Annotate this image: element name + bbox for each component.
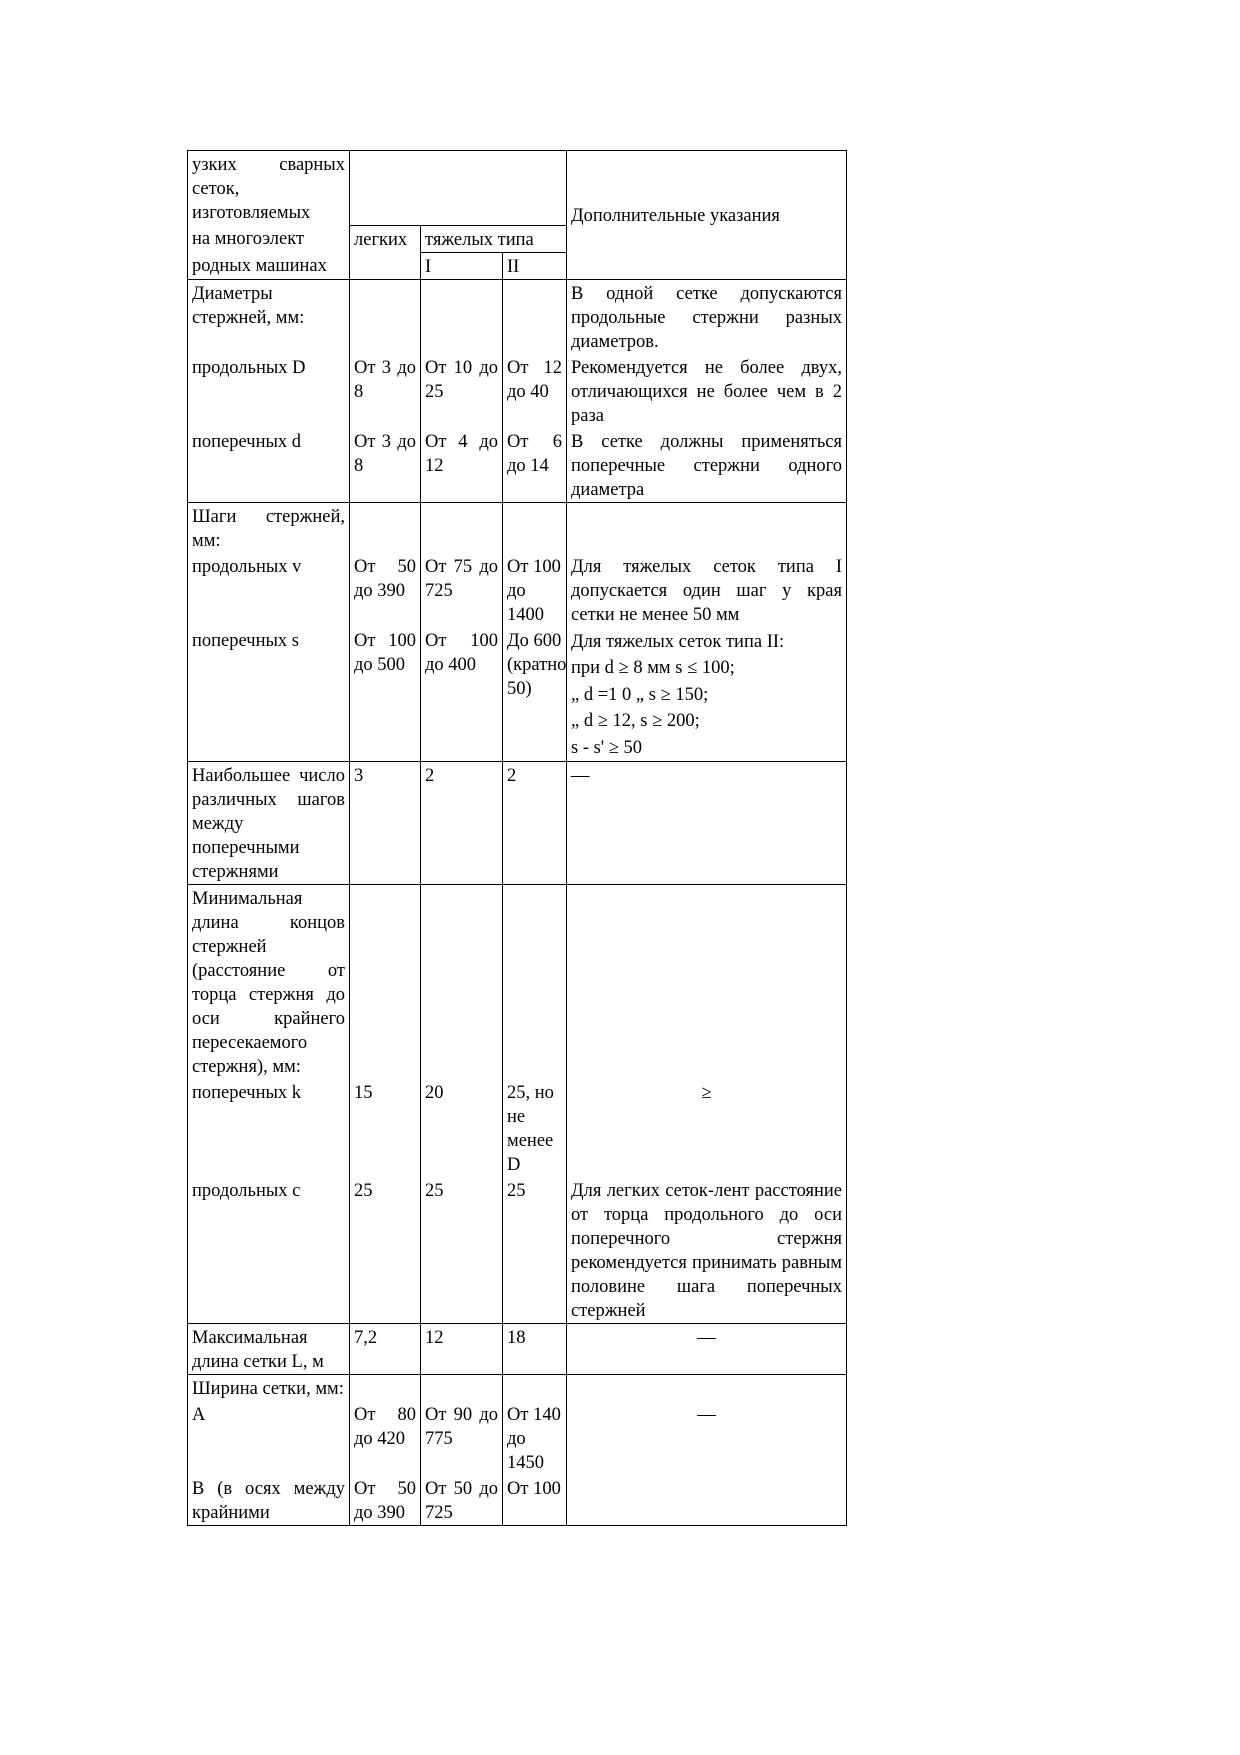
minlen-cross-light [350, 1079, 421, 1177]
note-line: „ d =1 0 „ s ≥ 150; [571, 684, 709, 705]
maxlen-h1 [421, 1324, 503, 1375]
steps-long-h2 [503, 553, 567, 627]
header-col1-cell [188, 252, 350, 279]
note-line: „ d ≥ 12, s ≥ 200; [571, 711, 700, 731]
table-row [188, 428, 847, 503]
cell-text: От 50 до 390 [354, 1479, 416, 1523]
table-row [188, 1401, 847, 1475]
header-heavy-label: тяжелых типа [425, 229, 534, 250]
cell-text: От 100 до 400 [425, 630, 498, 675]
cell-text: До 600 (кратно 50) [507, 630, 567, 699]
header-light-label: легких [354, 229, 408, 250]
minlen-cross-note [567, 1079, 847, 1177]
diam-cross-note [567, 428, 847, 503]
header-col1-line: узких сварных [192, 155, 345, 175]
cell-text: От 50 до 390 [354, 556, 416, 601]
cell-text: продольных D [192, 357, 306, 378]
cell-text: От 140 до 1450 [507, 1405, 561, 1473]
table-row [188, 885, 847, 1080]
table-row [188, 762, 847, 885]
cell-text: поперечных d [192, 431, 302, 452]
maxsteps-label [188, 762, 350, 885]
steps-cross-h1 [421, 627, 503, 762]
cell-text: 25 [354, 1181, 373, 1201]
minlen-long-note [567, 1177, 847, 1324]
specification-table [187, 150, 847, 1526]
width-b-light [350, 1475, 421, 1526]
cell-text: В одной сетке допускаются продольные стержни разных диаметров. [571, 283, 842, 352]
table-row [188, 1375, 847, 1402]
diam-cross-h2 [503, 428, 567, 503]
header-heavy [421, 225, 567, 252]
header-col1-cell [188, 151, 350, 226]
diam-label [188, 279, 350, 354]
steps-cross-notes [567, 627, 847, 762]
header-type1 [421, 252, 503, 279]
diam-long-label [188, 354, 350, 428]
header-col1-cell [188, 225, 350, 252]
table-row [188, 553, 847, 627]
table-row [188, 627, 847, 762]
cell-text: От 75 до 725 [425, 556, 498, 601]
cell-text: 2 [425, 766, 435, 786]
table-row [188, 279, 847, 354]
table-row [188, 354, 847, 428]
header-notes-cell [567, 151, 847, 280]
cell-text: Рекомендуется не более двух, отличающихся не более чем в 2 раза [571, 357, 842, 426]
steps-long-note [567, 553, 847, 627]
steps-cross-h2 [503, 627, 567, 762]
header-col1-line: сеток, [192, 179, 240, 199]
header-type2-label: II [507, 256, 520, 277]
note-line: при d ≥ 8 мм s ≤ 100; [571, 658, 735, 678]
diam-long-light [350, 354, 421, 428]
cell-text: Наибольшее число различных шагов между поперечными стержнями [192, 766, 345, 882]
cell-text: 20 [425, 1083, 444, 1103]
maxlen-note [567, 1324, 847, 1375]
note-line: Для тяжелых сеток типа II: [571, 631, 785, 652]
cell-text: 3 [354, 766, 364, 786]
cell-text: 12 [425, 1328, 444, 1348]
minlen-cross-h2 [503, 1079, 567, 1177]
cell-text: Для тяжелых сеток типа I допускается один шаг у края сетки не менее 50 мм [571, 556, 842, 625]
width-b-h1 [421, 1475, 503, 1526]
cell-text: От 12 до 40 [507, 357, 562, 402]
maxlen-label [188, 1324, 350, 1375]
header-group-empty [350, 151, 567, 226]
steps-cross-light [350, 627, 421, 762]
header-type2 [503, 252, 567, 279]
steps-cross-label [188, 627, 350, 762]
cell-text: 25, но не менее D [507, 1083, 554, 1175]
header-light-empty [350, 252, 421, 279]
maxsteps-note [567, 762, 847, 885]
diam-cross-label [188, 428, 350, 503]
cell-text: — [697, 1405, 716, 1425]
diam-cross-h1 [421, 428, 503, 503]
cell-text: От 100 до 500 [354, 630, 416, 675]
maxsteps-h1 [421, 762, 503, 885]
cell-text: 7,2 [354, 1328, 378, 1348]
table-row [188, 1177, 847, 1324]
cell-text: В сетке должны применяться поперечные стержни одного диаметра [571, 431, 842, 500]
maxsteps-light [350, 762, 421, 885]
width-a-note [567, 1401, 847, 1475]
cell-text: От 10 до 25 [425, 357, 498, 402]
diam-cross-light [350, 428, 421, 503]
cell-text: От 3 до 8 [354, 357, 416, 402]
table-row [188, 1324, 847, 1375]
width-b-label [188, 1475, 350, 1526]
cell-text: ≥ [701, 1083, 712, 1103]
cell-text: 2 [507, 766, 517, 786]
cell-text: 15 [354, 1083, 373, 1103]
cell-text: Ширина сетки, мм: [192, 1379, 344, 1399]
header-row [188, 151, 847, 226]
steps-long-h1 [421, 553, 503, 627]
header-notes: Дополнительные указания [571, 205, 780, 226]
cell-text: продольных v [192, 556, 302, 577]
cell-text: — [697, 1328, 716, 1348]
cell-text: От 3 до 8 [354, 431, 416, 476]
cell-text: 18 [507, 1328, 526, 1348]
steps-long-light [350, 553, 421, 627]
diam-long-note [567, 354, 847, 428]
cell-text: От 50 до 725 [425, 1479, 498, 1523]
maxlen-light [350, 1324, 421, 1375]
minlen-cross-h1 [421, 1079, 503, 1177]
diam-note [567, 279, 847, 354]
minlen-long-h1 [421, 1177, 503, 1324]
header-light [350, 225, 421, 252]
cell-text: Диаметры стержней, мм: [192, 283, 305, 328]
steps-label [188, 502, 350, 553]
cell-text: 25 [507, 1181, 526, 1201]
cell-text: продольных c [192, 1181, 301, 1201]
cell-text: От 80 до 420 [354, 1405, 416, 1449]
cell-text: От 4 до 12 [425, 431, 498, 476]
width-b-h2 [503, 1475, 567, 1526]
minlen-cross-label [188, 1079, 350, 1177]
table-row [188, 1475, 847, 1526]
diam-long-h2 [503, 354, 567, 428]
cell-text: Шаги стержней, мм: [192, 506, 345, 551]
steps-long-label [188, 553, 350, 627]
header-col1-line: изготовляемых [192, 203, 311, 223]
cell-text: — [571, 766, 590, 786]
cell-text: 25 [425, 1181, 444, 1201]
diam-long-h1 [421, 354, 503, 428]
width-a-h2 [503, 1401, 567, 1475]
width-label [188, 1375, 350, 1402]
cell-text: A [192, 1405, 206, 1425]
minlen-label [188, 885, 350, 1080]
header-col1-line: родных машинах [192, 256, 327, 276]
minlen-long-label [188, 1177, 350, 1324]
minlen-long-light [350, 1177, 421, 1324]
width-a-light [350, 1401, 421, 1475]
width-a-label [188, 1401, 350, 1475]
cell-text: B (в осях между крайними [192, 1479, 345, 1523]
header-type1-label: I [425, 256, 432, 277]
cell-text: От 6 до 14 [507, 431, 562, 476]
width-a-h1 [421, 1401, 503, 1475]
width-b-note-empty [567, 1475, 847, 1526]
cell-text: Минимальная длина концов стержней (расстояние от торца стержня до оси крайнего пересекаемого стержня), мм: [192, 889, 345, 1077]
cell-text: поперечных k [192, 1083, 302, 1103]
maxsteps-h2 [503, 762, 567, 885]
cell-text: От 100 до 1400 [507, 556, 561, 625]
maxlen-h2 [503, 1324, 567, 1375]
minlen-long-h2 [503, 1177, 567, 1324]
table-row [188, 502, 847, 553]
header-col1-line: на многоэлект [192, 229, 305, 249]
table-row [188, 1079, 847, 1177]
note-line: s - s' ≥ 50 [571, 737, 643, 758]
cell-text: поперечных s [192, 630, 299, 651]
cell-text: Максимальная длина сетки L, м [192, 1328, 324, 1372]
cell-text: От 100 [507, 1479, 561, 1499]
cell-text: Для легких сеток-лент расстояние от торца продольного до оси поперечного стержня рекомендуется принимать равным половине шага поперечных стержней [571, 1181, 842, 1321]
cell-text: От 90 до 775 [425, 1405, 498, 1449]
